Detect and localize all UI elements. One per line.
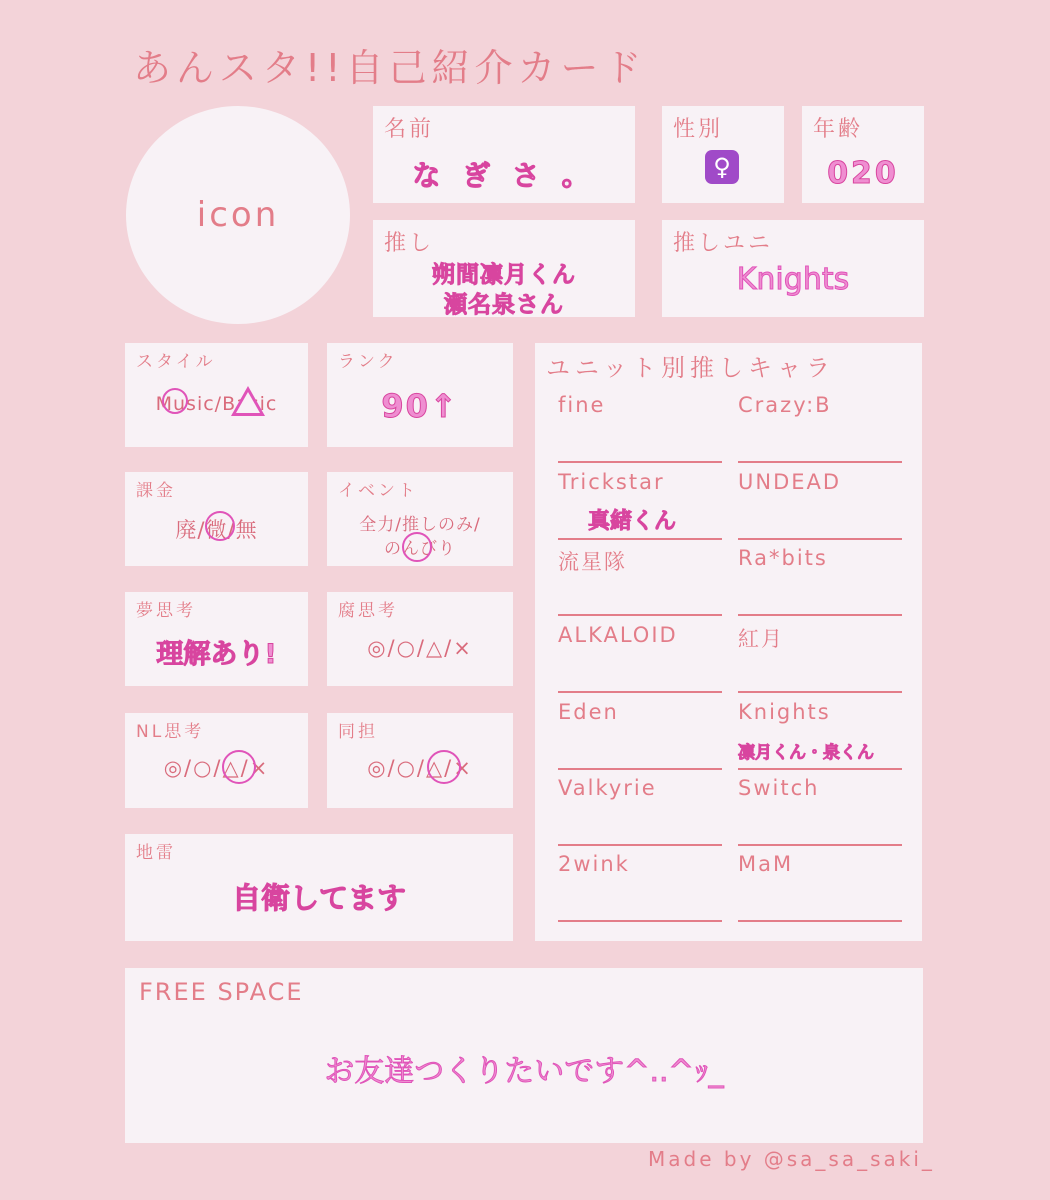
yume-box <box>125 592 308 686</box>
unit-name: UNDEAD <box>738 470 842 494</box>
unit-oshi-value: 凛月くん・泉くん <box>738 743 874 763</box>
doutan-label: 同担 <box>338 722 378 742</box>
billing-box <box>125 472 308 566</box>
unit-underline <box>738 538 902 540</box>
unit-underline <box>738 614 902 616</box>
unit-name: Ra*bits <box>738 546 828 570</box>
oshi-value-2: 瀬名泉さん <box>444 292 564 318</box>
doutan-value: ◎/○/△/× <box>367 756 473 780</box>
gender-label: 性別 <box>673 117 724 142</box>
selected-circle-mark <box>162 388 188 414</box>
unit-oshi-title: ユニット別推しキャラ <box>546 354 836 382</box>
unit-name: Valkyrie <box>558 776 657 800</box>
age-label: 年齢 <box>813 117 864 142</box>
unit-underline <box>558 691 722 693</box>
unit-name: MaM <box>738 852 794 876</box>
nl-value: ◎/○/△/× <box>163 756 270 780</box>
oshi-unit-value: Knights <box>736 262 850 297</box>
event-value-line1: 全力/推しのみ/ <box>359 515 481 535</box>
unit-underline <box>558 844 722 846</box>
event-value-line2: のんびり <box>384 539 456 559</box>
unit-name: fine <box>558 393 606 417</box>
event-box <box>327 472 513 566</box>
unit-underline <box>558 768 722 770</box>
card-title: あんスタ!!自己紹介カード <box>133 46 647 90</box>
oshi-unit-label: 推しユニ <box>673 231 774 256</box>
unit-underline <box>738 691 902 693</box>
age-value: 020 <box>827 156 899 191</box>
selected-circle-mark <box>205 511 235 541</box>
unit-oshi-value: 真緒くん <box>588 509 677 534</box>
billing-label: 課金 <box>136 481 176 501</box>
free-space-box <box>125 968 923 1143</box>
selected-circle-mark <box>427 750 461 784</box>
unit-name: Trickstar <box>558 470 665 494</box>
jirai-label: 地雷 <box>136 843 176 863</box>
triangle-mark <box>231 386 265 416</box>
unit-name: Switch <box>738 776 820 800</box>
oshi-unit-box <box>662 220 924 317</box>
unit-name: Eden <box>558 700 619 724</box>
unit-name: ALKALOID <box>558 623 678 647</box>
unit-underline <box>558 461 722 463</box>
selected-circle-mark <box>222 750 256 784</box>
oshi-value-1: 朔間凛月くん <box>432 262 576 288</box>
event-label: イベント <box>338 481 418 501</box>
name-label: 名前 <box>384 117 435 142</box>
style-box <box>125 343 308 447</box>
unit-name: 流星隊 <box>558 550 627 574</box>
jirai-box <box>125 834 513 941</box>
unit-underline <box>738 768 902 770</box>
oshi-label: 推し <box>384 231 435 256</box>
female-person-icon: ♀ <box>705 150 739 184</box>
unit-underline <box>558 920 722 922</box>
rank-value: 90↑ <box>381 387 459 425</box>
nl-label: NL思考 <box>136 722 205 742</box>
fu-box <box>327 592 513 686</box>
style-label: スタイル <box>136 352 216 372</box>
nl-box <box>125 713 308 808</box>
unit-underline <box>558 538 722 540</box>
free-space-label: FREE SPACE <box>139 978 304 1006</box>
unit-underline <box>738 461 902 463</box>
unit-underline <box>558 614 722 616</box>
yume-label: 夢思考 <box>136 601 196 621</box>
unit-name: Crazy:B <box>738 393 832 417</box>
made-by-credit: Made by @sa_sa_saki_ <box>648 1147 935 1171</box>
fu-value: ◎/○/△/× <box>367 636 473 660</box>
unit-underline <box>738 844 902 846</box>
unit-underline <box>738 920 902 922</box>
jirai-value: 自衛してます <box>231 881 406 915</box>
name-box <box>373 106 635 203</box>
free-space-value: お友達つくりたいです^..^ｯ_ <box>324 1054 724 1089</box>
rank-box <box>327 343 513 447</box>
name-value: な ぎ さ 。 <box>412 159 596 192</box>
avatar-placeholder <box>126 106 350 324</box>
unit-name: 紅月 <box>738 627 784 651</box>
rank-label: ランク <box>338 352 398 372</box>
style-value: Music/Basic <box>155 393 278 415</box>
age-box <box>802 106 924 203</box>
unit-name: 2wink <box>558 852 630 876</box>
billing-value: 廃/微/無 <box>175 518 258 542</box>
doutan-box <box>327 713 513 808</box>
unit-name: Knights <box>738 700 831 724</box>
fu-label: 腐思考 <box>338 601 398 621</box>
oshi-box <box>373 220 635 317</box>
icon-label: icon <box>196 195 280 235</box>
yume-value: 理解あり! <box>156 639 277 670</box>
selected-circle-mark <box>402 532 432 562</box>
